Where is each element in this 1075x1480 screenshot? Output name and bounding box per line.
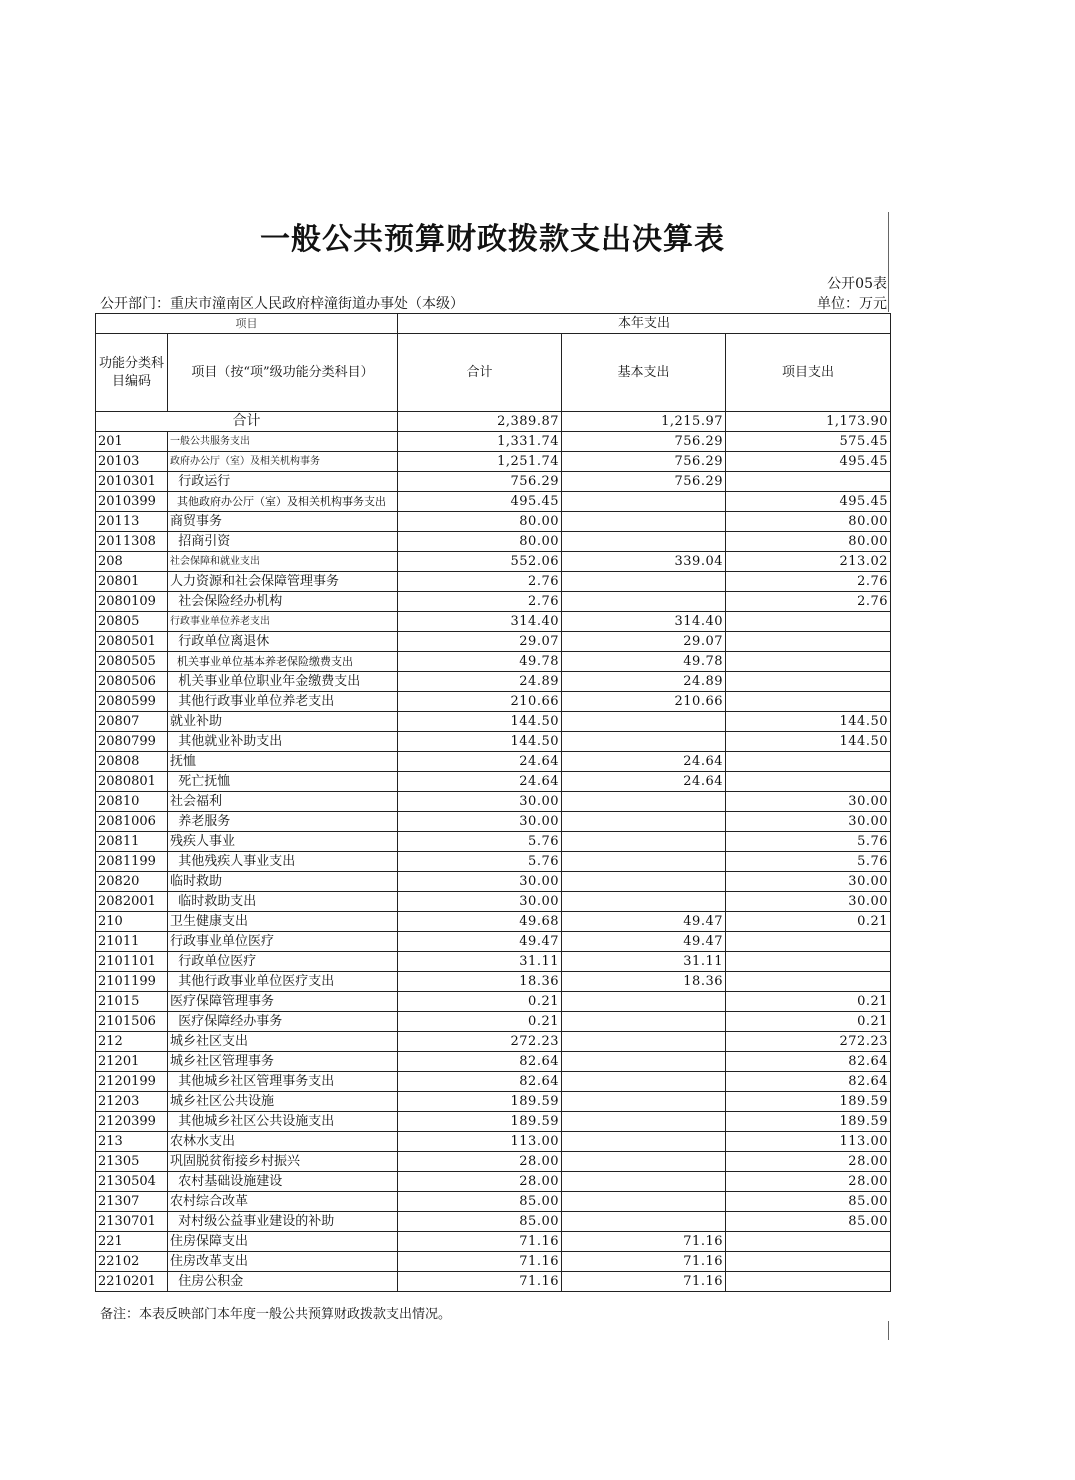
row-project: 5.76 bbox=[726, 852, 891, 872]
row-total: 82.64 bbox=[398, 1052, 562, 1072]
row-name: 其他残疾人事业支出 bbox=[168, 852, 398, 872]
row-code: 21011 bbox=[96, 932, 168, 952]
expenditure-table bbox=[95, 313, 891, 1292]
row-code: 2080799 bbox=[96, 732, 168, 752]
row-total: 18.36 bbox=[398, 972, 562, 992]
row-name: 残疾人事业 bbox=[168, 832, 398, 852]
header-name: 项目（按“项”级功能分类科目） bbox=[168, 334, 398, 412]
table-row bbox=[96, 512, 891, 532]
row-total: 189.59 bbox=[398, 1092, 562, 1112]
row-total: 2.76 bbox=[398, 572, 562, 592]
row-basic: 29.07 bbox=[562, 632, 726, 652]
header-current-year: 本年支出 bbox=[398, 314, 891, 334]
row-name: 机关事业单位基本养老保险缴费支出 bbox=[168, 652, 398, 672]
row-basic: 314.40 bbox=[562, 612, 726, 632]
row-project: 30.00 bbox=[726, 872, 891, 892]
row-code: 2010399 bbox=[96, 492, 168, 512]
table-row bbox=[96, 1272, 891, 1292]
row-name: 卫生健康支出 bbox=[168, 912, 398, 932]
row-basic bbox=[562, 572, 726, 592]
row-project bbox=[726, 632, 891, 652]
table-row bbox=[96, 692, 891, 712]
row-project bbox=[726, 972, 891, 992]
row-project: 28.00 bbox=[726, 1172, 891, 1192]
row-basic: 24.64 bbox=[562, 752, 726, 772]
row-project: 2.76 bbox=[726, 572, 891, 592]
row-basic: 18.36 bbox=[562, 972, 726, 992]
row-code: 20810 bbox=[96, 792, 168, 812]
row-project bbox=[726, 612, 891, 632]
row-total: 144.50 bbox=[398, 712, 562, 732]
row-project bbox=[726, 752, 891, 772]
row-basic: 24.64 bbox=[562, 772, 726, 792]
row-total: 49.68 bbox=[398, 912, 562, 932]
table-row bbox=[96, 852, 891, 872]
row-basic bbox=[562, 512, 726, 532]
table-row bbox=[96, 1152, 891, 1172]
row-total: 24.64 bbox=[398, 772, 562, 792]
table-row bbox=[96, 1132, 891, 1152]
row-project: 113.00 bbox=[726, 1132, 891, 1152]
row-total: 0.21 bbox=[398, 992, 562, 1012]
row-basic: 71.16 bbox=[562, 1232, 726, 1252]
row-name: 医疗保障经办事务 bbox=[168, 1012, 398, 1032]
row-total: 1,251.74 bbox=[398, 452, 562, 472]
row-basic: 756.29 bbox=[562, 452, 726, 472]
row-total: 71.16 bbox=[398, 1272, 562, 1292]
row-basic bbox=[562, 592, 726, 612]
row-basic bbox=[562, 1192, 726, 1212]
table-row bbox=[96, 612, 891, 632]
header-row-1 bbox=[96, 314, 891, 334]
row-name: 其他就业补助支出 bbox=[168, 732, 398, 752]
row-code: 20801 bbox=[96, 572, 168, 592]
row-basic: 756.29 bbox=[562, 432, 726, 452]
table-row bbox=[96, 832, 891, 852]
row-total: 49.47 bbox=[398, 932, 562, 952]
total-basic: 1,215.97 bbox=[562, 412, 726, 432]
row-basic: 24.89 bbox=[562, 672, 726, 692]
row-code: 2130701 bbox=[96, 1212, 168, 1232]
row-basic bbox=[562, 812, 726, 832]
page-title: 一般公共预算财政拨款支出决算表 bbox=[260, 222, 725, 257]
table-row bbox=[96, 432, 891, 452]
row-basic bbox=[562, 1112, 726, 1132]
header-item-group: 项目 bbox=[96, 314, 398, 334]
remark-note: 备注：本表反映部门本年度一般公共预算财政拨款支出情况。 bbox=[100, 1307, 452, 1322]
row-project: 30.00 bbox=[726, 812, 891, 832]
row-basic: 756.29 bbox=[562, 472, 726, 492]
row-name: 行政运行 bbox=[168, 472, 398, 492]
row-basic bbox=[562, 492, 726, 512]
table-row bbox=[96, 1072, 891, 1092]
row-total: 272.23 bbox=[398, 1032, 562, 1052]
row-name: 农村综合改革 bbox=[168, 1192, 398, 1212]
row-name: 社会保险经办机构 bbox=[168, 592, 398, 612]
row-project: 28.00 bbox=[726, 1152, 891, 1172]
row-total: 80.00 bbox=[398, 532, 562, 552]
row-code: 21203 bbox=[96, 1092, 168, 1112]
row-name: 养老服务 bbox=[168, 812, 398, 832]
table-row bbox=[96, 1012, 891, 1032]
row-project: 85.00 bbox=[726, 1212, 891, 1232]
row-code: 2120399 bbox=[96, 1112, 168, 1132]
row-total: 71.16 bbox=[398, 1252, 562, 1272]
table-row bbox=[96, 712, 891, 732]
row-total: 31.11 bbox=[398, 952, 562, 972]
row-project bbox=[726, 652, 891, 672]
row-basic: 49.47 bbox=[562, 932, 726, 952]
unit-label: 单位：万元 bbox=[817, 296, 887, 312]
table-row bbox=[96, 1092, 891, 1112]
row-project: 575.45 bbox=[726, 432, 891, 452]
table-row bbox=[96, 652, 891, 672]
table-row bbox=[96, 752, 891, 772]
row-project: 80.00 bbox=[726, 532, 891, 552]
row-project: 82.64 bbox=[726, 1052, 891, 1072]
row-total: 2.76 bbox=[398, 592, 562, 612]
row-name: 临时救助 bbox=[168, 872, 398, 892]
row-project bbox=[726, 1232, 891, 1252]
table-row bbox=[96, 1252, 891, 1272]
row-code: 210 bbox=[96, 912, 168, 932]
row-code: 20820 bbox=[96, 872, 168, 892]
row-basic bbox=[562, 1132, 726, 1152]
row-code: 2210201 bbox=[96, 1272, 168, 1292]
row-name: 农村基础设施建设 bbox=[168, 1172, 398, 1192]
row-name: 行政单位离退休 bbox=[168, 632, 398, 652]
table-row bbox=[96, 1192, 891, 1212]
row-name: 行政事业单位养老支出 bbox=[168, 612, 398, 632]
row-code: 208 bbox=[96, 552, 168, 572]
row-project: 495.45 bbox=[726, 492, 891, 512]
row-code: 201 bbox=[96, 432, 168, 452]
row-basic bbox=[562, 1212, 726, 1232]
row-project: 82.64 bbox=[726, 1072, 891, 1092]
row-total: 30.00 bbox=[398, 812, 562, 832]
table-row bbox=[96, 732, 891, 752]
row-code: 2080801 bbox=[96, 772, 168, 792]
row-name: 巩固脱贫衔接乡村振兴 bbox=[168, 1152, 398, 1172]
row-name: 其他城乡社区管理事务支出 bbox=[168, 1072, 398, 1092]
row-total: 85.00 bbox=[398, 1192, 562, 1212]
row-total: 210.66 bbox=[398, 692, 562, 712]
row-project bbox=[726, 772, 891, 792]
row-basic bbox=[562, 1032, 726, 1052]
row-total: 71.16 bbox=[398, 1232, 562, 1252]
row-total: 144.50 bbox=[398, 732, 562, 752]
row-total: 28.00 bbox=[398, 1152, 562, 1172]
row-project bbox=[726, 472, 891, 492]
table-row bbox=[96, 932, 891, 952]
row-basic: 31.11 bbox=[562, 952, 726, 972]
row-project: 272.23 bbox=[726, 1032, 891, 1052]
row-name: 就业补助 bbox=[168, 712, 398, 732]
row-name: 其他行政事业单位医疗支出 bbox=[168, 972, 398, 992]
row-basic bbox=[562, 1052, 726, 1072]
row-project bbox=[726, 1252, 891, 1272]
header-project: 项目支出 bbox=[726, 334, 891, 412]
table-row bbox=[96, 1052, 891, 1072]
row-code: 20113 bbox=[96, 512, 168, 532]
table-row bbox=[96, 1212, 891, 1232]
row-name: 行政单位医疗 bbox=[168, 952, 398, 972]
row-name: 住房公积金 bbox=[168, 1272, 398, 1292]
row-basic: 71.16 bbox=[562, 1252, 726, 1272]
row-total: 30.00 bbox=[398, 792, 562, 812]
row-total: 552.06 bbox=[398, 552, 562, 572]
header-basic: 基本支出 bbox=[562, 334, 726, 412]
table-row bbox=[96, 592, 891, 612]
row-name: 城乡社区支出 bbox=[168, 1032, 398, 1052]
table-row bbox=[96, 872, 891, 892]
table-row bbox=[96, 1032, 891, 1052]
row-code: 2011308 bbox=[96, 532, 168, 552]
row-total: 0.21 bbox=[398, 1012, 562, 1032]
row-total: 29.07 bbox=[398, 632, 562, 652]
row-name: 城乡社区公共设施 bbox=[168, 1092, 398, 1112]
row-total: 5.76 bbox=[398, 852, 562, 872]
row-name: 农林水支出 bbox=[168, 1132, 398, 1152]
table-row bbox=[96, 532, 891, 552]
row-code: 20811 bbox=[96, 832, 168, 852]
row-name: 政府办公厅（室）及相关机构事务 bbox=[168, 452, 398, 472]
row-name: 人力资源和社会保障管理事务 bbox=[168, 572, 398, 592]
row-name: 社会保障和就业支出 bbox=[168, 552, 398, 572]
row-basic: 339.04 bbox=[562, 552, 726, 572]
row-basic bbox=[562, 832, 726, 852]
row-code: 221 bbox=[96, 1232, 168, 1252]
row-basic bbox=[562, 1012, 726, 1032]
header-row-2 bbox=[96, 334, 891, 412]
table-row bbox=[96, 472, 891, 492]
row-project: 144.50 bbox=[726, 732, 891, 752]
row-code: 2080505 bbox=[96, 652, 168, 672]
row-basic bbox=[562, 1092, 726, 1112]
table-row bbox=[96, 912, 891, 932]
table-row bbox=[96, 992, 891, 1012]
row-name: 机关事业单位职业年金缴费支出 bbox=[168, 672, 398, 692]
row-basic: 210.66 bbox=[562, 692, 726, 712]
row-project: 0.21 bbox=[726, 992, 891, 1012]
row-code: 20103 bbox=[96, 452, 168, 472]
table-row bbox=[96, 792, 891, 812]
row-name: 其他政府办公厅（室）及相关机构事务支出 bbox=[168, 492, 398, 512]
row-name: 死亡抚恤 bbox=[168, 772, 398, 792]
table-row bbox=[96, 672, 891, 692]
row-project bbox=[726, 1272, 891, 1292]
row-project: 495.45 bbox=[726, 452, 891, 472]
total-project: 1,173.90 bbox=[726, 412, 891, 432]
row-project bbox=[726, 692, 891, 712]
row-project: 85.00 bbox=[726, 1192, 891, 1212]
row-basic bbox=[562, 992, 726, 1012]
table-row bbox=[96, 892, 891, 912]
row-basic bbox=[562, 1172, 726, 1192]
table-row bbox=[96, 772, 891, 792]
row-name: 医疗保障管理事务 bbox=[168, 992, 398, 1012]
row-basic bbox=[562, 712, 726, 732]
row-name: 住房改革支出 bbox=[168, 1252, 398, 1272]
table-row bbox=[96, 1112, 891, 1132]
row-name: 住房保障支出 bbox=[168, 1232, 398, 1252]
table-row bbox=[96, 632, 891, 652]
table-row bbox=[96, 972, 891, 992]
row-code: 21015 bbox=[96, 992, 168, 1012]
row-basic: 71.16 bbox=[562, 1272, 726, 1292]
row-basic bbox=[562, 1152, 726, 1172]
table-row bbox=[96, 1172, 891, 1192]
row-project bbox=[726, 952, 891, 972]
row-basic bbox=[562, 872, 726, 892]
table-row bbox=[96, 492, 891, 512]
row-code: 2080599 bbox=[96, 692, 168, 712]
row-name: 一般公共服务支出 bbox=[168, 432, 398, 452]
row-total: 24.89 bbox=[398, 672, 562, 692]
row-project: 144.50 bbox=[726, 712, 891, 732]
row-total: 495.45 bbox=[398, 492, 562, 512]
row-total: 85.00 bbox=[398, 1212, 562, 1232]
row-name: 行政事业单位医疗 bbox=[168, 932, 398, 952]
row-code: 21201 bbox=[96, 1052, 168, 1072]
header-total: 合计 bbox=[398, 334, 562, 412]
row-code: 2080109 bbox=[96, 592, 168, 612]
row-project: 189.59 bbox=[726, 1112, 891, 1132]
row-total: 5.76 bbox=[398, 832, 562, 852]
row-code: 2101101 bbox=[96, 952, 168, 972]
total-total: 2,389.87 bbox=[398, 412, 562, 432]
row-name: 社会福利 bbox=[168, 792, 398, 812]
row-total: 30.00 bbox=[398, 872, 562, 892]
table-row bbox=[96, 952, 891, 972]
header-code: 功能分类科目编码 bbox=[96, 334, 168, 412]
row-name: 临时救助支出 bbox=[168, 892, 398, 912]
row-code: 20805 bbox=[96, 612, 168, 632]
row-name: 抚恤 bbox=[168, 752, 398, 772]
row-project: 30.00 bbox=[726, 792, 891, 812]
table-row bbox=[96, 812, 891, 832]
table-row bbox=[96, 552, 891, 572]
row-total: 756.29 bbox=[398, 472, 562, 492]
row-name: 商贸事务 bbox=[168, 512, 398, 532]
row-name: 对村级公益事业建设的补助 bbox=[168, 1212, 398, 1232]
row-basic bbox=[562, 892, 726, 912]
row-name: 其他行政事业单位养老支出 bbox=[168, 692, 398, 712]
row-basic bbox=[562, 852, 726, 872]
row-code: 21307 bbox=[96, 1192, 168, 1212]
row-total: 49.78 bbox=[398, 652, 562, 672]
table-row bbox=[96, 452, 891, 472]
department-label: 公开部门：重庆市潼南区人民政府梓潼街道办事处（本级） bbox=[100, 296, 464, 312]
row-code: 2010301 bbox=[96, 472, 168, 492]
row-project: 189.59 bbox=[726, 1092, 891, 1112]
total-label: 合计 bbox=[96, 412, 398, 432]
row-project: 213.02 bbox=[726, 552, 891, 572]
row-project: 5.76 bbox=[726, 832, 891, 852]
table-id: 公开05表 bbox=[827, 276, 887, 292]
row-code: 2081199 bbox=[96, 852, 168, 872]
row-basic bbox=[562, 1072, 726, 1092]
row-code: 2101199 bbox=[96, 972, 168, 992]
table-row bbox=[96, 1232, 891, 1252]
row-total: 30.00 bbox=[398, 892, 562, 912]
row-total: 82.64 bbox=[398, 1072, 562, 1092]
row-code: 2080506 bbox=[96, 672, 168, 692]
row-total: 28.00 bbox=[398, 1172, 562, 1192]
row-code: 2082001 bbox=[96, 892, 168, 912]
row-code: 2081006 bbox=[96, 812, 168, 832]
row-total: 1,331.74 bbox=[398, 432, 562, 452]
table-row bbox=[96, 572, 891, 592]
row-basic bbox=[562, 732, 726, 752]
total-row bbox=[96, 412, 891, 432]
row-code: 20807 bbox=[96, 712, 168, 732]
row-basic bbox=[562, 532, 726, 552]
row-project: 2.76 bbox=[726, 592, 891, 612]
row-name: 城乡社区管理事务 bbox=[168, 1052, 398, 1072]
row-basic: 49.47 bbox=[562, 912, 726, 932]
row-code: 21305 bbox=[96, 1152, 168, 1172]
row-code: 20808 bbox=[96, 752, 168, 772]
row-total: 113.00 bbox=[398, 1132, 562, 1152]
right-margin-line-bottom bbox=[888, 1321, 889, 1340]
row-code: 2101506 bbox=[96, 1012, 168, 1032]
row-project bbox=[726, 932, 891, 952]
row-total: 314.40 bbox=[398, 612, 562, 632]
row-total: 24.64 bbox=[398, 752, 562, 772]
row-code: 2120199 bbox=[96, 1072, 168, 1092]
row-name: 招商引资 bbox=[168, 532, 398, 552]
row-basic bbox=[562, 792, 726, 812]
row-project: 80.00 bbox=[726, 512, 891, 532]
row-code: 22102 bbox=[96, 1252, 168, 1272]
row-code: 213 bbox=[96, 1132, 168, 1152]
row-project: 30.00 bbox=[726, 892, 891, 912]
row-name: 其他城乡社区公共设施支出 bbox=[168, 1112, 398, 1132]
row-code: 212 bbox=[96, 1032, 168, 1052]
row-basic: 49.78 bbox=[562, 652, 726, 672]
row-project: 0.21 bbox=[726, 912, 891, 932]
row-total: 189.59 bbox=[398, 1112, 562, 1132]
row-code: 2080501 bbox=[96, 632, 168, 652]
row-project: 0.21 bbox=[726, 1012, 891, 1032]
row-code: 2130504 bbox=[96, 1172, 168, 1192]
row-total: 80.00 bbox=[398, 512, 562, 532]
row-project bbox=[726, 672, 891, 692]
